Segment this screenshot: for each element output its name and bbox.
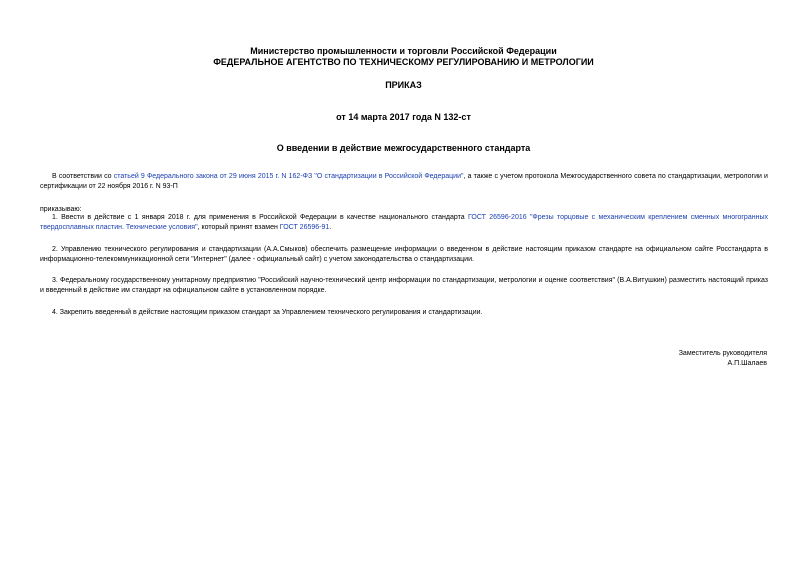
item-3-text: 3. Федеральному государственному унитарному предприятию "Российский научно-технический центр информации по стандартизации, метрологии и оценке соответствия" (В.А.Витушкин) разместить настоящий приказ и введенный в действие им стандарт на официальном сайте в установленном порядке. [40, 277, 768, 294]
intro-prefix: В соответствии со [52, 173, 114, 180]
item-1-paragraph [40, 213, 768, 233]
document-date-number: от 14 марта 2017 года N 132-ст [336, 112, 471, 122]
item-1-suffix: . [329, 224, 332, 231]
order-word-text: приказываю: [40, 206, 82, 213]
signatory-position: Заместитель руководителя [678, 350, 767, 357]
item-4-paragraph [40, 308, 768, 318]
signatory-name: А.П.Шалаев [727, 360, 767, 367]
ministry-title: Министерство промышленности и торговли Российской Федерации [250, 46, 557, 56]
item-1-middle: , который принят взамен [197, 224, 280, 231]
document-subject: О введении в действие межгосударственного стандарта [276, 143, 531, 153]
federal-law-link[interactable]: статьей 9 Федерального закона от 29 июня 2015 г. N 162-ФЗ "О стандартизации в Российской Федерации" [113, 173, 464, 180]
item-1-prefix: 1. Ввести в действие с 1 января 2018 г. для применения в Российской Федерации в качестве национального стандарта [52, 214, 468, 221]
item-2-paragraph [40, 245, 768, 265]
document-type: ПРИКАЗ [385, 80, 422, 90]
gost-91-link[interactable]: ГОСТ 26596-91 [279, 224, 330, 231]
intro-paragraph [40, 172, 768, 192]
agency-title: ФЕДЕРАЛЬНОЕ АГЕНТСТВО ПО ТЕХНИЧЕСКОМУ РЕГУЛИРОВАНИЮ И МЕТРОЛОГИИ [213, 57, 594, 67]
item-2-text: 2. Управлению технического регулирования и стандартизации (А.А.Смыков) обеспечить размещение информации о введенном в действие настоящим приказом стандарте на официальном сайте Росстандарта в информационно-телекоммуникационной сети "Интернет" (далее - официальный сайт) с учетом законодательства о стандартизации. [40, 246, 768, 263]
item-3-paragraph [40, 276, 768, 296]
item-4-text: 4. Закрепить введенный в действие настоящим приказом стандарт за Управлением технического регулирования и стандартизации. [52, 309, 483, 316]
gost-2016-link[interactable]: ГОСТ 26596-2016 "Фрезы торцовые с механическим креплением сменных многогранных твердосплавных пластин. Технические условия" [40, 214, 768, 231]
intro-suffix: , а также с учетом протокола Межгосударственного совета по стандартизации, метрологии и сертификации от 22 ноября 2016 г. N 93-П [40, 173, 768, 190]
